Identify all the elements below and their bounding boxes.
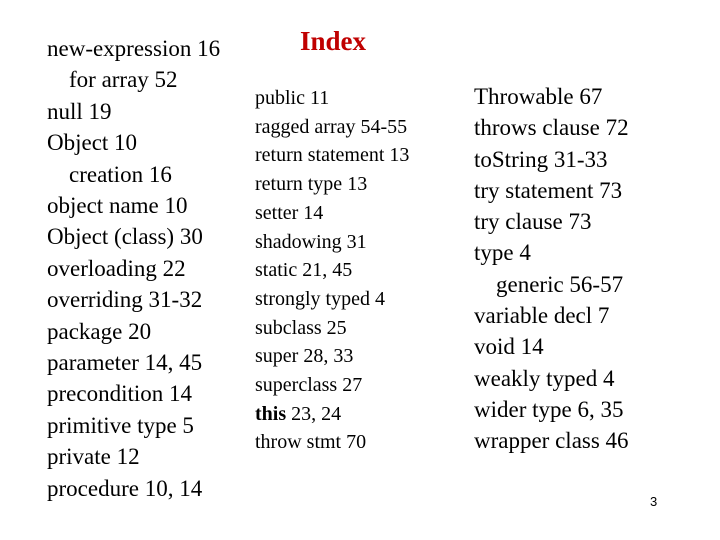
index-term: procedure 10, 14 xyxy=(47,475,203,501)
index-term: shadowing 31 xyxy=(255,230,367,253)
index-pages: 23, 24 xyxy=(286,402,342,425)
index-term: subclass 25 xyxy=(255,316,347,339)
index-term: strongly typed 4 xyxy=(255,287,385,310)
index-term: return type 13 xyxy=(255,173,368,196)
index-entry xyxy=(47,190,220,221)
index-term: try statement 73 xyxy=(474,177,623,203)
index-term: try clause 73 xyxy=(474,209,592,235)
index-entry xyxy=(474,175,629,206)
index-entry xyxy=(47,221,220,252)
index-entry xyxy=(47,347,220,378)
index-entry xyxy=(474,363,629,394)
index-term: generic 56-57 xyxy=(496,271,624,297)
index-term: wrapper class 46 xyxy=(474,428,629,454)
index-entry xyxy=(255,428,409,457)
page-number: 3 xyxy=(650,494,658,509)
index-term: parameter 14, 45 xyxy=(47,350,203,376)
index-entry xyxy=(47,410,220,441)
index-term: null 19 xyxy=(47,98,112,124)
index-term: toString 31-33 xyxy=(474,146,608,172)
index-term: ragged array 54-55 xyxy=(255,115,408,138)
index-term: Object (class) 30 xyxy=(47,224,203,250)
index-entry xyxy=(47,473,220,504)
index-entry xyxy=(255,199,409,228)
index-subentry xyxy=(47,159,220,190)
index-entry xyxy=(474,237,629,268)
index-term: throw stmt 70 xyxy=(255,431,367,454)
index-term: new-expression 16 xyxy=(47,36,221,61)
index-term: creation 16 xyxy=(69,161,172,187)
index-entry xyxy=(47,284,220,315)
index-term: wider type 6, 35 xyxy=(474,396,624,422)
index-column-2 xyxy=(255,84,409,457)
index-term: Throwable 67 xyxy=(474,84,603,109)
index-entry xyxy=(47,378,220,409)
index-term: Object 10 xyxy=(47,130,138,156)
index-entry xyxy=(255,84,409,113)
index-title: Index xyxy=(300,26,367,56)
index-term: void 14 xyxy=(474,334,544,360)
index-column-3 xyxy=(474,81,629,457)
index-term: return statement 13 xyxy=(255,144,410,167)
index-entry xyxy=(474,394,629,425)
index-term: type 4 xyxy=(474,240,531,266)
index-entry xyxy=(255,228,409,257)
index-entry xyxy=(47,441,220,472)
index-entry xyxy=(474,144,629,175)
index-term: variable decl 7 xyxy=(474,303,610,329)
index-entry xyxy=(474,81,629,112)
index-entry xyxy=(255,400,409,429)
index-term: for array 52 xyxy=(69,67,178,93)
index-entry xyxy=(474,300,629,331)
index-term: superclass 27 xyxy=(255,374,363,397)
index-entry xyxy=(255,342,409,371)
index-entry xyxy=(255,141,409,170)
index-term: super 28, 33 xyxy=(255,345,354,368)
index-term: weakly typed 4 xyxy=(474,365,615,391)
index-term: this xyxy=(255,402,287,425)
index-term: overloading 22 xyxy=(47,255,186,281)
index-term: throws clause 72 xyxy=(474,115,629,141)
index-term: package 20 xyxy=(47,318,152,344)
index-term: precondition 14 xyxy=(47,381,192,407)
index-entry xyxy=(255,113,409,142)
index-term: private 12 xyxy=(47,444,140,470)
index-entry xyxy=(47,253,220,284)
index-entry xyxy=(474,425,629,456)
index-entry xyxy=(474,206,629,237)
index-entry xyxy=(255,314,409,343)
index-entry xyxy=(47,316,220,347)
index-column-1 xyxy=(47,33,220,504)
index-entry xyxy=(47,33,220,64)
index-entry xyxy=(474,331,629,362)
index-entry xyxy=(255,285,409,314)
index-term: public 11 xyxy=(255,87,330,109)
index-term: overriding 31-32 xyxy=(47,287,203,313)
index-entry xyxy=(474,112,629,143)
index-term: setter 14 xyxy=(255,201,324,224)
index-entry xyxy=(255,256,409,285)
index-entry xyxy=(47,127,220,158)
index-entry xyxy=(255,371,409,400)
index-term: object name 10 xyxy=(47,193,188,219)
index-subentry xyxy=(47,64,220,95)
index-term: primitive type 5 xyxy=(47,412,194,438)
index-entry xyxy=(47,96,220,127)
index-subentry xyxy=(474,269,629,300)
index-entry xyxy=(255,170,409,199)
index-term: static 21, 45 xyxy=(255,259,353,282)
